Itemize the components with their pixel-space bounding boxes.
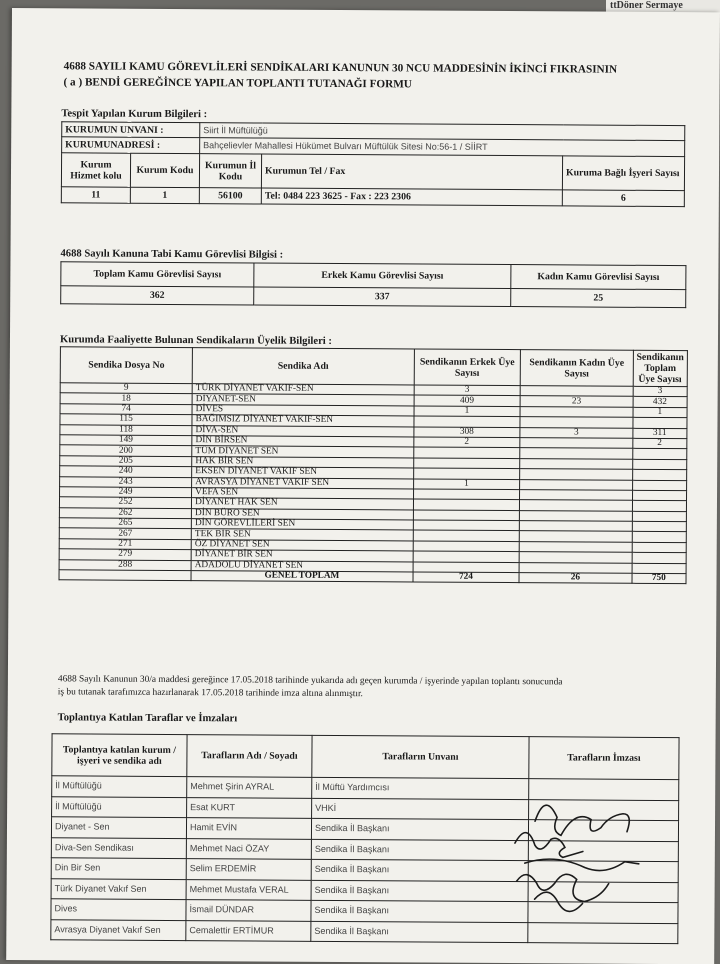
sendika-adi-cell: TÜRK DİYANET VAKIF-SEN [192, 384, 414, 396]
genel-toplam-spacer [59, 570, 191, 581]
erkek-uye-cell [413, 510, 520, 521]
isyeri-sayisi-header: Kuruma Bağlı İşyeri Sayısı [562, 156, 684, 191]
kadin-uye-cell [520, 448, 633, 459]
erkek-uye-cell: 2 [413, 437, 520, 448]
kadin-uye-cell: 3 [520, 427, 633, 438]
taraf-ad-cell: Selim ERDEMİR [186, 859, 311, 880]
signature-1 [535, 805, 629, 836]
signature-3 [525, 859, 639, 871]
taraflar-section-title: Toplantıya Katılan Taraflar ve İmzaları [57, 712, 238, 725]
unvan-value: Siirt İl Müftülüğü [200, 123, 685, 141]
isyeri-sayisi-value: 6 [562, 190, 684, 207]
signature-2 [515, 833, 583, 858]
toplam-gorevli-header: Toplam Kamu Görevlisi Sayısı [61, 262, 254, 287]
kadin-uye-cell [519, 541, 632, 552]
erkek-uye-cell [413, 499, 520, 510]
il-kodu-header: Kurumun İl Kodu [199, 154, 261, 188]
taraf-unvan-cell: Sendika İl Başkanı [311, 900, 528, 922]
gorevli-section-title: 4688 Sayılı Kanuna Tabi Kamu Görevlisi Bilgisi : [60, 248, 284, 261]
erkek-uye-cell [413, 489, 520, 500]
paragraph-line-1: 4688 Sayılı Kanunun 30/a maddesi gereğince 17.05.2018 tarihinde yukarıda adı geçen kurumda / işyerinde yapılan toplantı sonucunda [57, 674, 563, 688]
erkek-uye-cell [413, 530, 520, 541]
signature-5 [534, 892, 582, 911]
imza-header: Tarafların İmzası [529, 737, 679, 780]
unvan-header: Tarafların Unvanı [312, 735, 529, 778]
kadin-uye-cell [519, 552, 632, 563]
sendika-adi-cell: ÖZ DİYANET SEN [191, 539, 413, 551]
erkek-uye-header: Sendikanın Erkek Üye Sayısı [414, 349, 521, 386]
adjacent-page-header: ttDöner Sermaye [606, 0, 720, 14]
toplam-uye-cell: 3 [633, 386, 687, 397]
erkek-uye-cell [413, 541, 520, 552]
sendika-section-title: Kurumda Faaliyette Bulunan Sendikaların Üyelik Bilgileri : [59, 334, 332, 347]
title-line-2: ( a ) BENDİ GEREĞİNCE YAPILAN TOPLANTI TUTANAĞI FORMU [63, 76, 412, 91]
hizmet-kolu-header: Kurum Hizmet kolu [61, 153, 130, 187]
unvan-label: KURUMUN UNVANI : [62, 122, 200, 138]
sendika-adi-cell: DİVES [192, 404, 414, 416]
kadin-uye-cell [519, 531, 632, 542]
dosya-no-cell: 200 [60, 445, 192, 456]
taraf-ad-cell: Cemalettir ERTİMUR [186, 920, 311, 941]
tel-fax-header: Kurumun Tel / Fax [261, 154, 562, 190]
sendika-adi-cell: HAK BİR SEN [192, 456, 414, 468]
erkek-uye-cell [413, 468, 520, 479]
kadin-uye-cell [520, 490, 633, 501]
kurum-table [61, 121, 685, 207]
erkek-uye-cell [413, 520, 520, 531]
taraf-kurum-cell: İl Müftülüğü [52, 776, 187, 797]
sendika-adi-cell: EKSEN DİYANET VAKIF SEN [192, 467, 414, 479]
sendika-adi-cell: ADADOLU DİYANET SEN [191, 560, 413, 572]
toplam-uye-cell [632, 532, 686, 543]
kadin-uye-cell [519, 521, 632, 532]
toplam-uye-cell: 1 [633, 407, 687, 418]
dosya-no-header: Sendika Dosya No [60, 347, 192, 384]
dosya-no-cell: 149 [60, 435, 192, 446]
erkek-uye-cell [413, 458, 520, 469]
kadin-uye-cell [520, 510, 633, 521]
taraf-unvan-cell: Sendika İl Başkanı [311, 880, 528, 902]
signatures-image [494, 781, 665, 932]
adres-label: KURUMUNADRESİ : [62, 137, 200, 154]
kadin-gorevli-value: 25 [511, 289, 686, 308]
kadin-uye-cell [520, 386, 633, 397]
kurum-kodu-header: Kurum Kodu [130, 153, 199, 187]
dosya-no-cell: 9 [60, 383, 192, 394]
tel-fax-value: Tel: 0484 223 3625 - Fax : 223 2306 [261, 188, 562, 206]
erkek-uye-cell [414, 416, 521, 427]
erkek-uye-cell: 1 [413, 478, 520, 489]
kadin-uye-cell [520, 417, 633, 428]
il-kodu-value: 56100 [199, 188, 261, 204]
kadin-uye-header: Sendikanın Kadın Üye Sayısı [520, 350, 633, 387]
sendika-adi-cell: DİYANET-SEN [192, 394, 414, 406]
kadin-uye-cell [520, 458, 633, 469]
sendika-adi-cell: DİN BİRSEN [192, 436, 414, 448]
sendika-adi-cell: VEFA SEN [192, 488, 414, 500]
form-title [63, 58, 673, 94]
kadin-uye-cell [520, 479, 633, 490]
taraf-kurum-cell: İl Müftülüğü [52, 796, 187, 817]
dosya-no-cell: 240 [60, 466, 192, 477]
toplam-gorevli-value: 362 [61, 286, 254, 305]
kurum-section-title: Tespit Yapılan Kurum Bilgileri : [61, 108, 208, 121]
taraf-kurum-cell: Din Bir Sen [51, 858, 186, 879]
ad-soyad-header: Tarafların Adı / Soyadı [187, 735, 312, 778]
toplam-uye-cell [632, 469, 686, 480]
erkek-gorevli-header: Erkek Kamu Görevlisi Sayısı [254, 263, 511, 289]
kadin-uye-cell [520, 406, 633, 417]
genel-toplam-kadin: 26 [519, 573, 632, 584]
sendika-adi-cell: TÜM DİYANET SEN [192, 446, 414, 458]
signature-4 [517, 874, 609, 902]
kurum-kodu-value: 1 [130, 187, 199, 203]
toplam-uye-cell: 2 [632, 438, 686, 449]
dosya-no-cell: 252 [59, 497, 191, 508]
kadin-uye-cell: 23 [520, 396, 633, 407]
adres-value: Bahçelievler Mahallesi Hükümet Bulvarı Müftülük Sitesi No:56-1 / SİİRT [200, 138, 685, 157]
kurum-adi-header: Toplantıya katılan kurum / işyeri ve sendika adı [52, 734, 187, 777]
sendika-table [59, 346, 688, 584]
taraf-kurum-cell: Dives [51, 899, 186, 920]
erkek-uye-cell: 409 [414, 395, 521, 406]
dosya-no-cell: 262 [59, 507, 191, 518]
hizmet-kolu-value: 11 [61, 187, 130, 203]
dosya-no-cell: 249 [60, 487, 192, 498]
genel-toplam-label: GENEL TOPLAM [191, 571, 413, 583]
toplam-uye-cell [633, 417, 687, 428]
erkek-uye-cell: 1 [414, 406, 521, 417]
taraf-ad-cell: Hamit EVİN [186, 818, 311, 839]
taraf-kurum-cell: Diva-Sen Sendikası [51, 837, 186, 858]
paragraph-line-2: iş bu tutanak tarafımızca hazırlanarak 17.05.2018 tarihinde imza altına alınmıştır. [57, 687, 363, 700]
dosya-no-cell: 279 [59, 549, 191, 560]
erkek-gorevli-value: 337 [254, 287, 511, 307]
sendika-adi-cell: DİYANET HAK SEN [192, 498, 414, 510]
kadin-gorevli-header: Kadın Kamu Görevlisi Sayısı [511, 265, 686, 290]
dosya-no-cell: 267 [59, 528, 191, 539]
taraf-ad-cell: Mehmet Mustafa VERAL [186, 879, 311, 900]
sendika-adi-cell: DİVA-SEN [192, 425, 414, 437]
form-page [6, 8, 720, 964]
taraf-kurum-cell: Diyanet - Sen [51, 817, 186, 838]
toplam-uye-cell [632, 563, 686, 574]
taraf-unvan-cell: Sendika İl Başkanı [311, 839, 528, 861]
kadin-uye-cell [519, 562, 632, 573]
toplam-uye-cell: 432 [633, 397, 687, 408]
gorevli-table [60, 261, 686, 308]
kadin-uye-cell [520, 438, 633, 449]
toplam-uye-header: Sendikanın Toplam Üye Sayısı [633, 350, 688, 386]
erkek-uye-cell [413, 551, 520, 562]
toplam-uye-cell [632, 553, 686, 564]
erkek-uye-cell [413, 447, 520, 458]
toplam-uye-cell [632, 542, 686, 553]
taraf-unvan-cell: Sendika İl Başkanı [311, 921, 528, 943]
dosya-no-cell: 18 [60, 393, 192, 404]
toplam-uye-cell [632, 459, 686, 470]
toplam-uye-cell [632, 501, 686, 512]
dosya-no-cell: 115 [60, 414, 192, 425]
dosya-no-cell: 265 [59, 518, 191, 529]
sendika-adi-header: Sendika Adı [192, 348, 414, 385]
dosya-no-cell: 243 [60, 476, 192, 487]
taraf-ad-cell: Mehmet Naci ÖZAY [186, 838, 311, 859]
taraf-kurum-cell: Türk Diyanet Vakıf Sen [51, 878, 186, 899]
toplam-uye-cell [632, 480, 686, 491]
erkek-uye-cell [413, 562, 520, 573]
taraf-unvan-cell: VHKİ [312, 798, 529, 820]
taraf-unvan-cell: İl Müftü Yardımcısı [312, 777, 529, 799]
taraf-kurum-cell: Avrasya Diyanet Vakıf Sen [51, 919, 186, 940]
sendika-adi-cell: DİN GÖREVLİLERİ SEN [191, 519, 413, 531]
dosya-no-cell: 205 [60, 456, 192, 467]
toplam-uye-cell [632, 490, 686, 501]
erkek-uye-cell: 308 [414, 427, 521, 438]
erkek-uye-cell: 3 [414, 385, 521, 396]
sendika-adi-cell: DİN BÜRO SEN [192, 508, 414, 520]
toplam-uye-cell [632, 511, 686, 522]
toplam-uye-cell [632, 521, 686, 532]
dosya-no-cell: 118 [60, 424, 192, 435]
dosya-no-cell: 271 [59, 539, 191, 550]
taraf-ad-cell: Esat KURT [187, 797, 312, 818]
kadin-uye-cell [520, 469, 633, 480]
toplam-uye-cell [632, 449, 686, 460]
sendika-adi-cell: TEK BİR SEN [191, 529, 413, 541]
genel-toplam-toplam: 750 [632, 573, 686, 584]
dosya-no-cell: 74 [60, 404, 192, 415]
taraf-unvan-cell: Sendika İl Başkanı [311, 818, 528, 840]
sendika-adi-cell: AVRASYA DİYANET VAKIF SEN [192, 477, 414, 489]
kadin-uye-cell [520, 500, 633, 511]
sendika-adi-cell: BAĞIMSIZ DİYANET VAKIF-SEN [192, 415, 414, 427]
taraf-ad-cell: Mehmet Şirin AYRAL [187, 777, 312, 798]
sendika-adi-cell: DİYANET BİR SEN [191, 550, 413, 562]
title-line-1: 4688 SAYILI KAMU GÖREVLİLERİ SENDİKALARI KANUNUN 30 NCU MADDESİNİN İKİNCİ FIKRASININ [63, 60, 618, 76]
taraf-unvan-cell: Sendika İl Başkanı [311, 859, 528, 881]
dosya-no-cell: 288 [59, 559, 191, 570]
taraf-ad-cell: İsmail DÜNDAR [186, 900, 311, 921]
toplam-uye-cell: 311 [632, 428, 686, 439]
genel-toplam-erkek: 724 [413, 572, 520, 583]
